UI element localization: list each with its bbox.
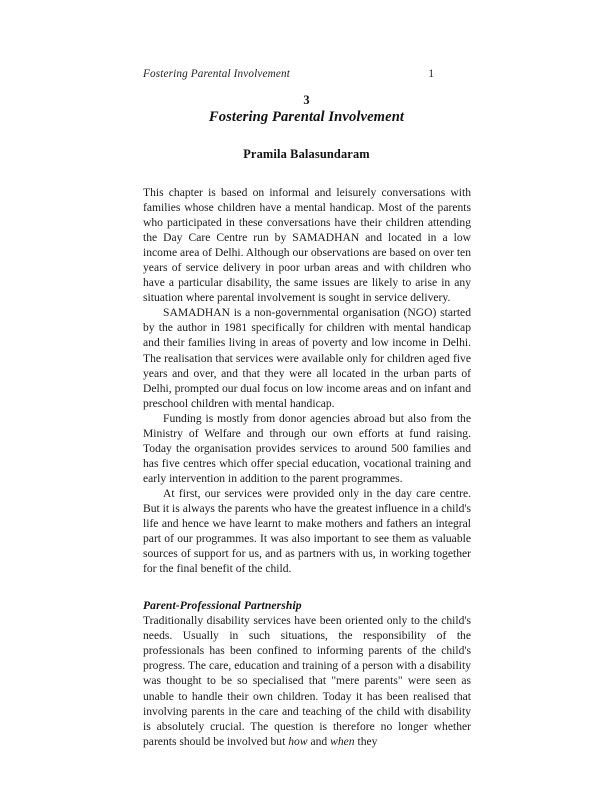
body-text-column: [143, 185, 471, 749]
emphasis-how: how: [288, 734, 308, 748]
chapter-opener: [143, 93, 470, 162]
emphasis-when: when: [330, 734, 355, 748]
paragraph-samadhan: SAMADHAN is a non-governmental organisation (NGO) started by the author in 1981 specifically for children with mental handicap and their families living in areas of poverty and low income in Delhi. The realisation that services were available only for children aged five years and over, and that they were all located in the urban parts of Delhi, prompted our dual focus on low income areas and on infant and preschool children with mental handicap.: [143, 306, 471, 410]
running-head: [143, 68, 470, 80]
chapter-title: Fostering Parental Involvement: [208, 109, 405, 125]
section-heading-parent-professional-partnership: Parent-Professional Partnership: [143, 599, 302, 613]
page-number: 1: [428, 68, 434, 80]
chapter-author: Pramila Balasundaram: [243, 147, 370, 161]
running-head-title: Fostering Parental Involvement: [143, 68, 290, 80]
chapter-number: 3: [303, 93, 310, 107]
partnership-text-mid: and: [307, 734, 331, 748]
paragraph-partnership: [143, 613, 471, 748]
paragraph-funding: Funding is mostly from donor agencies abroad but also from the Ministry of Welfare and through our own efforts at fund raising. Today the organisation provides services to around 500 families and has five centres which offer special education, vocational training and early intervention in addition to the parent programmes.: [143, 411, 471, 485]
paragraph-services: At first, our services were provided only in the day care centre. But it is always the parents who have the greatest influence in a child's life and hence we have learnt to make mothers and fathers an integral part of our programmes. It was also important to see them as valuable sources of support for us, and as partners with us, in working together for the final benefit of the child.: [143, 486, 471, 576]
partnership-text-tail: they: [354, 734, 378, 748]
partnership-text-lead: Traditionally disability services have been oriented only to the child's needs. Usually in such situations, the responsibility of the professionals has been confined to informing parents of the child's progress. The care, education and training of a person with a disability was thought to be so specialised that "mere parents" were seen as unable to handle their own children. Today it has been realised that involving parents in the care and teaching of the child with disability is absolutely crucial. The question is therefore no longer whether parents should be involved but: [143, 614, 471, 748]
paragraph-intro: This chapter is based on informal and leisurely conversations with families whose children have a mental handicap. Most of the parents who participated in these conversations have their children attending the Day Care Centre run by SAMADHAN and located in a low income area of Delhi. Although our observations are based on over ten years of service delivery in poor urban areas and with children who have a particular disability, the same issues are likely to arise in any situation where parental involvement is sought in service delivery.: [143, 186, 471, 305]
